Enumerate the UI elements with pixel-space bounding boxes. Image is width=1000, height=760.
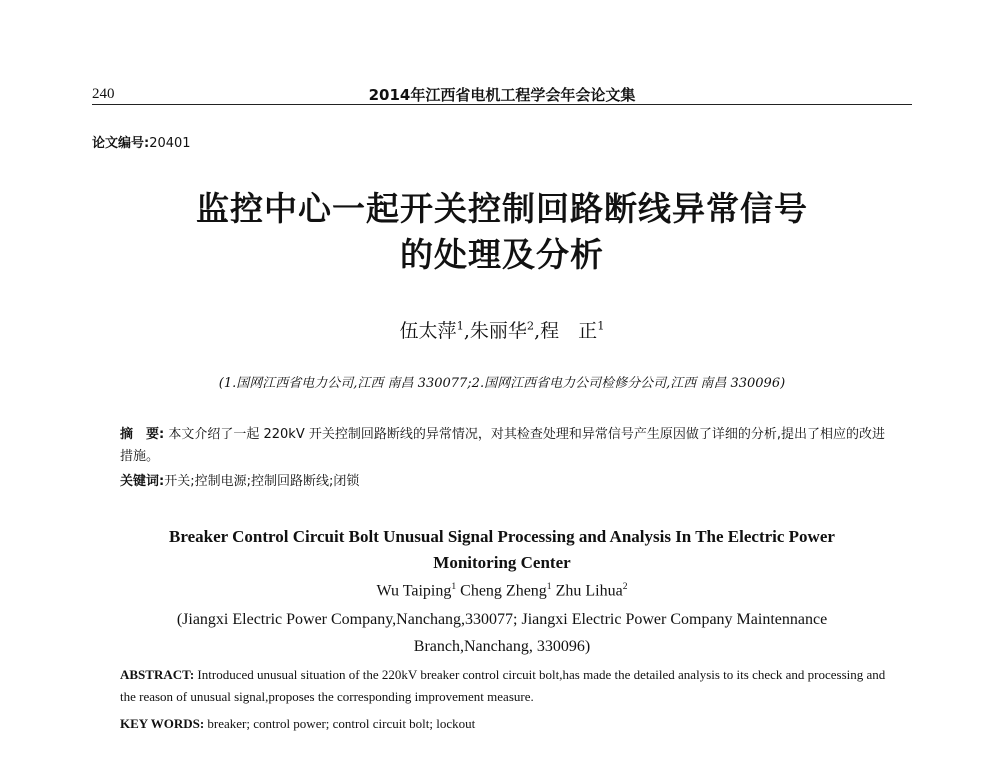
author-cn-1: 伍太萍 (399, 320, 457, 342)
author-cn-3-affil: 1 (597, 318, 605, 333)
english-affiliation (112, 606, 892, 660)
page-number: 240 (92, 86, 115, 102)
chinese-abstract (120, 424, 890, 468)
english-abstract-text: Introduced unusual situation of the 220kV breaker control circuit bolt,has made the detailed analysis to its check and processing and the reason of unusual signal,proposes the corresponding improvement measure. (120, 667, 886, 704)
chinese-title (92, 186, 912, 278)
english-authors (92, 581, 912, 600)
english-keywords-label: KEY WORDS: (120, 716, 205, 731)
chinese-title-line-2: 的处理及分析 (400, 235, 604, 274)
author-en-3-affil: 2 (622, 581, 628, 592)
chinese-keywords (120, 470, 890, 489)
english-abstract-label: ABSTRACT: (120, 667, 195, 682)
paper-number-value: 20401 (149, 136, 191, 151)
english-affiliation-line-2: Branch,Nanchang, 330096) (413, 638, 591, 655)
chinese-affiliation: (1.国网江西省电力公司,江西 南昌 330077;2.国网江西省电力公司检修分公司,江西 南昌 330096) (218, 376, 786, 391)
chinese-authors: 伍太萍$^1$,朱丽华$^2$,程 正$^1$ (399, 318, 605, 342)
chinese-abstract-text: 本文介绍了一起 220kV 开关控制回路断线的异常情况，对其检查处理和异常信号产生原因做了详细的分析,提出了相应的改进措施。 (120, 427, 885, 464)
paper-number (92, 132, 191, 151)
chinese-abstract-label: 摘 要: (120, 427, 165, 442)
english-keywords-text: breaker; control power; control circuit bolt; lockout (207, 716, 476, 731)
author-en-1-affil: 1 (451, 581, 457, 592)
author-en-3: Zhu Lihua (555, 582, 623, 600)
author-en-1: Wu Taiping (376, 582, 452, 600)
english-affiliation-line-1: (Jiangxi Electric Power Company,Nanchang,330077; Jiangxi Electric Power Company Maintennance (176, 611, 828, 628)
english-title (92, 524, 912, 576)
english-abstract (120, 664, 890, 708)
chinese-title-line-1: 监控中心一起开关控制回路断线异常信号 (196, 189, 808, 228)
english-title-line-1: Breaker Control Circuit Bolt Unusual Signal Processing and Analysis In The Electric Power (169, 527, 835, 546)
chinese-keywords-text: 开关;控制电源;控制回路断线;闭锁 (164, 474, 360, 489)
author-cn-2: 朱丽华 (469, 320, 527, 342)
author-en-2: Cheng Zheng (460, 582, 547, 600)
english-keywords (120, 716, 890, 732)
author-cn-2-affil: 2 (526, 318, 535, 333)
english-title-line-2: Monitoring Center (433, 553, 571, 572)
author-cn-1-affil: 1 (456, 318, 464, 333)
paper-number-label: 论文编号: (92, 136, 150, 151)
author-en-2-affil: 1 (546, 581, 552, 592)
author-cn-3: 程 正 (540, 320, 598, 342)
chinese-keywords-label: 关键词: (120, 474, 165, 489)
running-header: 2014年江西省电机工程学会年会论文集 (368, 86, 636, 104)
header-divider (92, 104, 912, 105)
